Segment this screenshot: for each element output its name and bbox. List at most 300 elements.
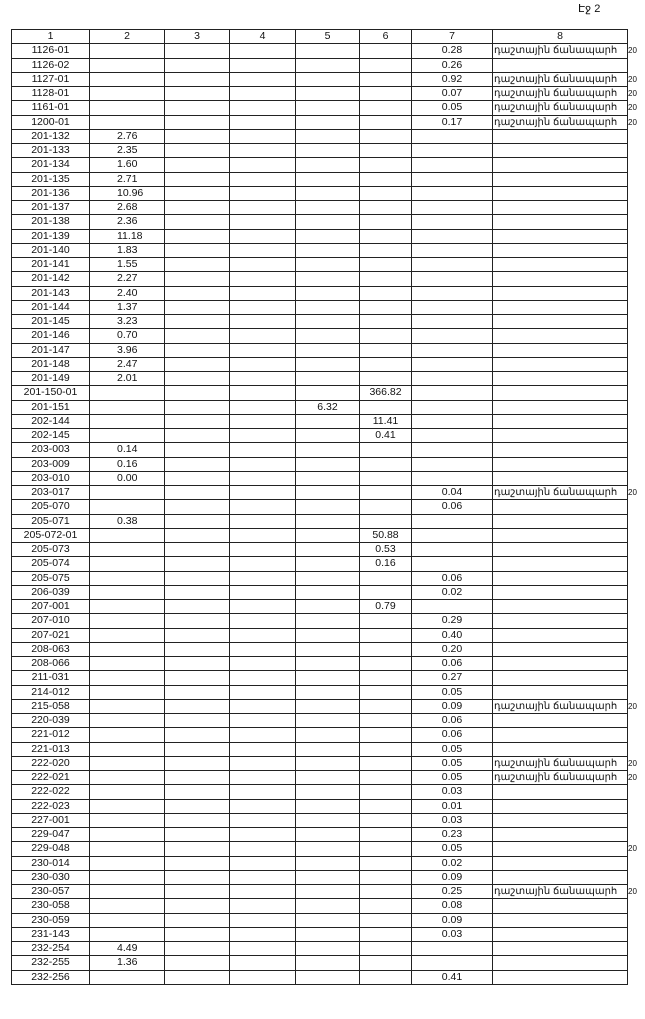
table-row — [12, 400, 628, 414]
cell-col-6 — [360, 329, 412, 343]
cell-col-5 — [296, 300, 360, 314]
cell-col-1 — [12, 571, 90, 585]
cell-text: դաշտային ճանապարհ — [494, 886, 618, 898]
cell-col-7 — [412, 642, 493, 656]
table-row — [12, 699, 628, 713]
cell-text: դաշտային ճանապարհ — [494, 772, 618, 784]
table-row — [12, 913, 628, 927]
cell-text: 6.32 — [317, 400, 338, 413]
table-row — [12, 628, 628, 642]
column-header: 7 — [412, 30, 493, 44]
cell-col-6 — [360, 557, 412, 571]
cell-col-6 — [360, 172, 412, 186]
table-row — [12, 172, 628, 186]
cell-col-3 — [165, 585, 230, 599]
cell-col-7 — [412, 628, 493, 642]
cell-col-8 — [493, 343, 628, 357]
cell-text: 0.27 — [441, 671, 463, 684]
cell-col-3 — [165, 58, 230, 72]
cell-col-8 — [493, 728, 628, 742]
cell-text: 201-136 — [31, 186, 70, 199]
cell-col-8 — [493, 258, 628, 272]
cell-col-2 — [90, 970, 165, 984]
cell-col-2 — [90, 528, 165, 542]
cell-col-6 — [360, 942, 412, 956]
cell-col-4 — [230, 286, 296, 300]
cell-col-3 — [165, 429, 230, 443]
cell-text: 0.53 — [375, 543, 396, 556]
cell-col-5 — [296, 286, 360, 300]
cell-col-4 — [230, 756, 296, 770]
cell-col-4 — [230, 443, 296, 457]
table-row — [12, 657, 628, 671]
cell-col-7 — [412, 58, 493, 72]
cell-col-2 — [90, 243, 165, 257]
cell-col-4 — [230, 72, 296, 86]
cell-col-1 — [12, 172, 90, 186]
cell-col-4 — [230, 386, 296, 400]
cell-text: 0.07 — [441, 87, 463, 100]
cell-text: 230-058 — [31, 899, 70, 912]
margin-mark: 20 — [628, 89, 637, 98]
cell-col-7 — [412, 913, 493, 927]
margin-mark: 20 — [628, 46, 637, 56]
cell-col-4 — [230, 785, 296, 799]
cell-text: 4.49 — [117, 942, 138, 955]
cell-col-5 — [296, 243, 360, 257]
cell-col-6 — [360, 272, 412, 286]
cell-text: 0.09 — [441, 699, 463, 712]
cell-col-4 — [230, 357, 296, 371]
cell-col-4 — [230, 129, 296, 143]
cell-text: 201-138 — [31, 215, 70, 228]
table-row — [12, 486, 628, 500]
cell-col-1 — [12, 158, 90, 172]
cell-col-2 — [90, 272, 165, 286]
cell-col-5 — [296, 856, 360, 870]
cell-col-3 — [165, 856, 230, 870]
cell-col-6 — [360, 842, 412, 856]
table-row — [12, 671, 628, 685]
cell-col-1 — [12, 87, 90, 101]
table-row — [12, 115, 628, 129]
cell-col-1 — [12, 500, 90, 514]
cell-col-7 — [412, 885, 493, 899]
cell-col-7 — [412, 229, 493, 243]
cell-col-7 — [412, 357, 493, 371]
cell-col-4 — [230, 571, 296, 585]
cell-col-8 — [493, 856, 628, 870]
cell-col-1 — [12, 129, 90, 143]
table-row — [12, 528, 628, 542]
table-row — [12, 286, 628, 300]
cell-col-1 — [12, 315, 90, 329]
cell-col-6 — [360, 585, 412, 599]
table-row — [12, 828, 628, 842]
cell-col-3 — [165, 357, 230, 371]
cell-col-7 — [412, 72, 493, 86]
column-header: 8 — [493, 30, 628, 44]
cell-col-3 — [165, 842, 230, 856]
cell-col-6 — [360, 714, 412, 728]
cell-col-8 — [493, 243, 628, 257]
cell-col-6 — [360, 101, 412, 115]
table-row — [12, 315, 628, 329]
cell-col-5 — [296, 828, 360, 842]
cell-col-6 — [360, 771, 412, 785]
cell-col-2 — [90, 571, 165, 585]
cell-col-4 — [230, 856, 296, 870]
table-row — [12, 500, 628, 514]
cell-col-3 — [165, 942, 230, 956]
cell-col-2 — [90, 258, 165, 272]
cell-text: 1.36 — [117, 956, 138, 969]
cell-col-2 — [90, 771, 165, 785]
cell-col-2 — [90, 756, 165, 770]
cell-col-3 — [165, 101, 230, 115]
cell-text: 205-071 — [31, 514, 70, 527]
cell-col-7 — [412, 557, 493, 571]
cell-col-6 — [360, 813, 412, 827]
cell-col-5 — [296, 201, 360, 215]
page-number: Էջ 2 — [578, 3, 601, 15]
cell-col-8 — [493, 870, 628, 884]
cell-col-8 — [493, 357, 628, 371]
cell-col-4 — [230, 44, 296, 58]
cell-col-4 — [230, 699, 296, 713]
cell-col-2 — [90, 215, 165, 229]
cell-col-1 — [12, 956, 90, 970]
cell-text: 230-030 — [31, 870, 70, 883]
margin-mark: 20 — [628, 758, 637, 768]
table-row — [12, 956, 628, 970]
cell-col-5 — [296, 885, 360, 899]
cell-text: 1.60 — [117, 158, 138, 171]
cell-text: 0.06 — [441, 728, 463, 741]
cell-col-2 — [90, 585, 165, 599]
table-row — [12, 728, 628, 742]
table-row — [12, 571, 628, 585]
table-row — [12, 386, 628, 400]
cell-col-4 — [230, 614, 296, 628]
cell-col-5 — [296, 714, 360, 728]
cell-col-3 — [165, 885, 230, 899]
cell-col-6 — [360, 343, 412, 357]
cell-col-7 — [412, 129, 493, 143]
cell-col-5 — [296, 685, 360, 699]
cell-col-1 — [12, 457, 90, 471]
cell-col-2 — [90, 714, 165, 728]
cell-col-7 — [412, 970, 493, 984]
cell-col-1 — [12, 828, 90, 842]
cell-text: 201-143 — [31, 286, 70, 299]
cell-text: 0.04 — [441, 486, 463, 499]
cell-col-6 — [360, 899, 412, 913]
cell-text: 1126-02 — [31, 58, 70, 71]
cell-col-5 — [296, 899, 360, 913]
cell-col-2 — [90, 471, 165, 485]
cell-col-5 — [296, 543, 360, 557]
cell-col-7 — [412, 742, 493, 756]
cell-col-7 — [412, 186, 493, 200]
cell-text: 229-048 — [31, 842, 70, 855]
table-row — [12, 600, 628, 614]
cell-text: 0.05 — [441, 685, 463, 698]
cell-col-8 — [493, 714, 628, 728]
cell-col-5 — [296, 628, 360, 642]
cell-col-6 — [360, 243, 412, 257]
cell-text: 206-039 — [31, 585, 70, 598]
cell-col-6 — [360, 856, 412, 870]
cell-text: 208-066 — [31, 657, 70, 670]
cell-text: 0.05 — [441, 842, 463, 855]
cell-col-8 — [493, 685, 628, 699]
cell-col-7 — [412, 101, 493, 115]
cell-col-7 — [412, 44, 493, 58]
cell-text: 2.01 — [117, 372, 138, 385]
cell-col-1 — [12, 357, 90, 371]
cell-text: դաշտային ճանապարհ — [494, 487, 618, 499]
table-row — [12, 372, 628, 386]
cell-col-5 — [296, 842, 360, 856]
cell-text: 0.09 — [441, 870, 463, 883]
cell-col-8 — [493, 300, 628, 314]
cell-col-1 — [12, 528, 90, 542]
cell-col-2 — [90, 129, 165, 143]
cell-col-7 — [412, 471, 493, 485]
cell-col-1 — [12, 372, 90, 386]
cell-col-6 — [360, 685, 412, 699]
cell-text: 0.40 — [441, 628, 463, 641]
cell-col-2 — [90, 286, 165, 300]
cell-col-6 — [360, 600, 412, 614]
cell-col-7 — [412, 215, 493, 229]
cell-col-1 — [12, 144, 90, 158]
cell-col-7 — [412, 813, 493, 827]
cell-col-1 — [12, 671, 90, 685]
cell-col-6 — [360, 400, 412, 414]
cell-col-6 — [360, 913, 412, 927]
cell-col-3 — [165, 557, 230, 571]
cell-text: 221-013 — [31, 742, 70, 755]
cell-col-1 — [12, 486, 90, 500]
cell-col-5 — [296, 799, 360, 813]
cell-col-5 — [296, 400, 360, 414]
cell-col-1 — [12, 286, 90, 300]
cell-col-4 — [230, 486, 296, 500]
cell-col-4 — [230, 956, 296, 970]
cell-col-8 — [493, 600, 628, 614]
margin-mark: 20 — [628, 887, 637, 896]
cell-text: 1161-01 — [31, 101, 70, 114]
cell-col-6 — [360, 386, 412, 400]
column-header: 2 — [90, 30, 165, 44]
cell-text: 201-132 — [31, 129, 70, 142]
cell-text: 2.36 — [117, 215, 138, 228]
cell-col-5 — [296, 443, 360, 457]
cell-text: 2.27 — [117, 272, 138, 285]
cell-col-5 — [296, 72, 360, 86]
cell-text: 0.05 — [441, 756, 463, 769]
cell-text: 0.16 — [117, 457, 138, 470]
cell-text: 3.96 — [117, 343, 138, 356]
table-row — [12, 101, 628, 115]
cell-col-7 — [412, 243, 493, 257]
cell-col-7 — [412, 329, 493, 343]
cell-col-2 — [90, 557, 165, 571]
cell-text: 11.18 — [117, 229, 143, 242]
cell-col-2 — [90, 842, 165, 856]
cell-text: 201-148 — [31, 357, 70, 370]
cell-col-7 — [412, 486, 493, 500]
table-row — [12, 429, 628, 443]
cell-text: 0.03 — [441, 813, 463, 826]
cell-col-5 — [296, 471, 360, 485]
cell-col-3 — [165, 272, 230, 286]
table-row — [12, 942, 628, 956]
cell-col-3 — [165, 286, 230, 300]
cell-col-4 — [230, 186, 296, 200]
cell-col-7 — [412, 856, 493, 870]
cell-col-8 — [493, 186, 628, 200]
cell-col-8 — [493, 699, 637, 713]
cell-col-4 — [230, 471, 296, 485]
cell-text: 1.37 — [117, 300, 138, 313]
cell-col-8 — [493, 543, 628, 557]
cell-col-3 — [165, 457, 230, 471]
cell-col-4 — [230, 714, 296, 728]
cell-col-3 — [165, 600, 230, 614]
cell-text: 222-022 — [31, 785, 70, 798]
cell-col-4 — [230, 799, 296, 813]
cell-col-1 — [12, 400, 90, 414]
cell-text: 0.79 — [375, 600, 396, 613]
cell-col-6 — [360, 486, 412, 500]
cell-col-2 — [90, 799, 165, 813]
cell-col-6 — [360, 699, 412, 713]
cell-col-5 — [296, 329, 360, 343]
cell-col-3 — [165, 144, 230, 158]
cell-col-8 — [493, 286, 628, 300]
cell-text: 0.06 — [441, 500, 463, 513]
cell-col-2 — [90, 500, 165, 514]
cell-text: դաշտային ճանապարհ — [494, 88, 618, 100]
cell-col-5 — [296, 514, 360, 528]
column-header: 1 — [12, 30, 90, 44]
cell-col-4 — [230, 885, 296, 899]
cell-col-3 — [165, 514, 230, 528]
cell-col-2 — [90, 956, 165, 970]
cell-text: դաշտային ճանապարհ — [494, 45, 618, 57]
cell-col-7 — [412, 115, 493, 129]
cell-col-3 — [165, 642, 230, 656]
cell-col-7 — [412, 614, 493, 628]
cell-col-4 — [230, 144, 296, 158]
table-row — [12, 642, 628, 656]
cell-col-7 — [412, 457, 493, 471]
cell-col-1 — [12, 72, 90, 86]
cell-col-1 — [12, 856, 90, 870]
cell-col-3 — [165, 400, 230, 414]
cell-col-4 — [230, 813, 296, 827]
cell-col-8 — [493, 657, 628, 671]
table-row — [12, 186, 628, 200]
cell-col-6 — [360, 970, 412, 984]
cell-col-5 — [296, 614, 360, 628]
cell-text: 1126-01 — [31, 44, 70, 57]
cell-col-8 — [493, 671, 628, 685]
cell-text: 215-058 — [31, 699, 70, 712]
cell-col-6 — [360, 785, 412, 799]
cell-col-6 — [360, 956, 412, 970]
cell-col-2 — [90, 343, 165, 357]
cell-text: դաշտային ճանապարհ — [494, 757, 618, 769]
table-row — [12, 856, 628, 870]
cell-text: 2.35 — [117, 144, 138, 157]
cell-col-2 — [90, 899, 165, 913]
cell-col-1 — [12, 243, 90, 257]
table-row — [12, 87, 628, 101]
cell-col-3 — [165, 970, 230, 984]
cell-col-7 — [412, 172, 493, 186]
cell-col-6 — [360, 828, 412, 842]
cell-col-7 — [412, 728, 493, 742]
cell-col-8 — [493, 272, 628, 286]
cell-col-3 — [165, 742, 230, 756]
cell-col-6 — [360, 514, 412, 528]
cell-col-5 — [296, 229, 360, 243]
cell-col-2 — [90, 400, 165, 414]
cell-col-7 — [412, 258, 493, 272]
table-row — [12, 799, 628, 813]
cell-col-3 — [165, 699, 230, 713]
cell-col-1 — [12, 913, 90, 927]
cell-col-3 — [165, 956, 230, 970]
cell-col-3 — [165, 329, 230, 343]
cell-col-1 — [12, 543, 90, 557]
cell-col-7 — [412, 144, 493, 158]
cell-col-5 — [296, 357, 360, 371]
cell-col-2 — [90, 486, 165, 500]
cell-col-6 — [360, 642, 412, 656]
cell-col-4 — [230, 642, 296, 656]
cell-col-6 — [360, 756, 412, 770]
table-row — [12, 514, 628, 528]
cell-col-1 — [12, 343, 90, 357]
cell-col-2 — [90, 543, 165, 557]
cell-text: դաշտային ճանապարհ — [494, 73, 618, 85]
cell-col-8 — [493, 628, 628, 642]
cell-col-2 — [90, 942, 165, 956]
cell-col-8 — [493, 172, 628, 186]
cell-text: 2.71 — [117, 172, 138, 185]
cell-col-5 — [296, 372, 360, 386]
cell-col-1 — [12, 927, 90, 941]
cell-col-2 — [90, 927, 165, 941]
cell-col-4 — [230, 870, 296, 884]
cell-text: 202-144 — [31, 414, 70, 427]
cell-col-6 — [360, 44, 412, 58]
cell-col-6 — [360, 500, 412, 514]
cell-col-8 — [493, 742, 628, 756]
cell-col-2 — [90, 699, 165, 713]
cell-col-4 — [230, 500, 296, 514]
cell-col-5 — [296, 913, 360, 927]
table-row — [12, 229, 628, 243]
cell-col-8 — [493, 585, 628, 599]
cell-col-5 — [296, 600, 360, 614]
cell-col-1 — [12, 870, 90, 884]
